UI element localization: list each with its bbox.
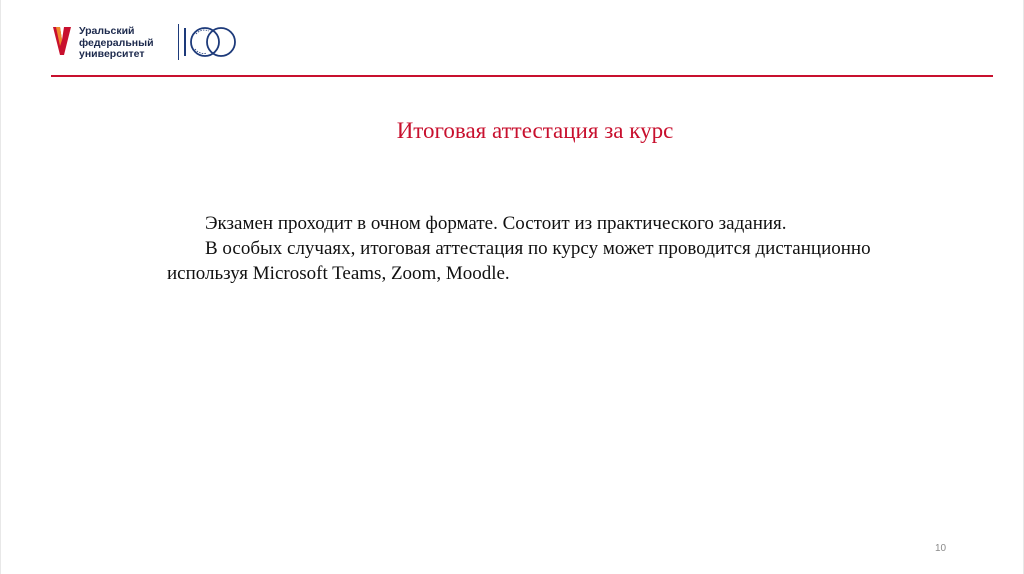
anniversary-emblem-icon (181, 22, 243, 62)
urfu-logo-icon (51, 24, 73, 58)
slide-body (167, 211, 907, 286)
slide-title: Итоговая аттестация за курс (396, 118, 674, 143)
paragraph-remote-option: В особых случаях, итоговая аттестация по курсу может проводится дистанционно используя Microsoft Teams, Zoom, Moodle. (167, 238, 871, 284)
logo-line-3: университет (79, 48, 145, 60)
logo-line-1: Уральский (79, 25, 135, 37)
paragraph-exam-format: Экзамен проходит в очном формате. Состоит из практического задания. (205, 213, 787, 234)
page-number: 10 (935, 543, 947, 554)
logo-line-2: федеральный (79, 36, 154, 49)
header-divider (51, 75, 993, 77)
logo-separator (178, 24, 179, 60)
logo-text (79, 26, 154, 61)
